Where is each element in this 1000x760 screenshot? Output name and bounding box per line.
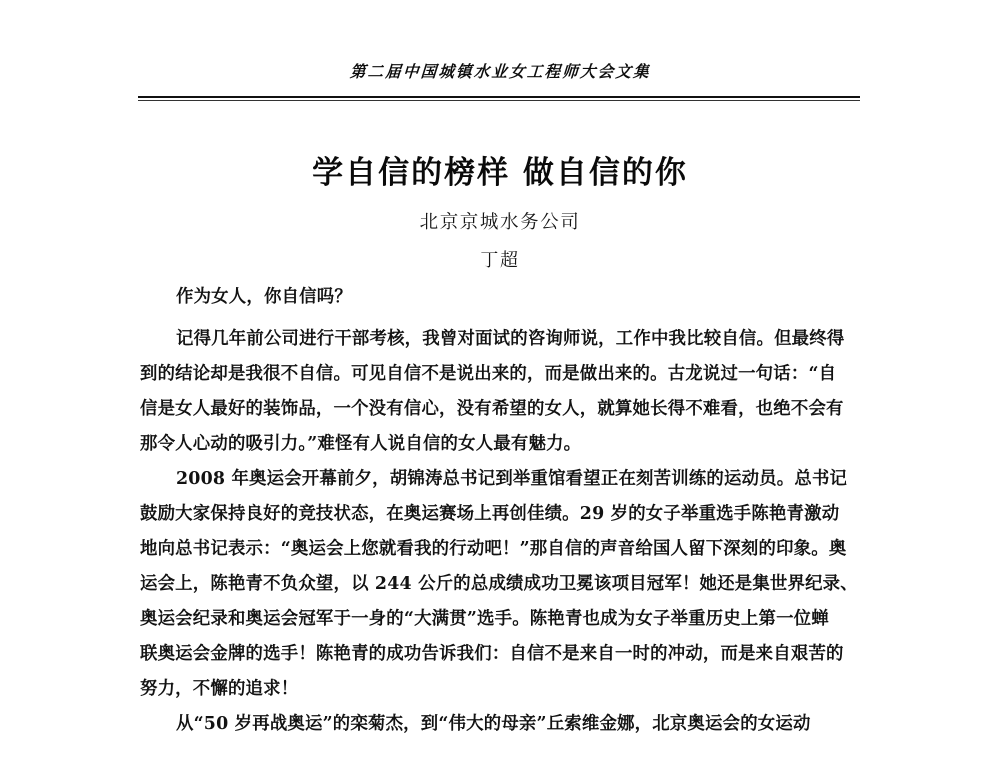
text-line: 到的结论却是我很不自信。可见自信不是说出来的，而是做出来的。古龙说过一句话：“自 xyxy=(140,364,837,384)
paragraph-self-confidence xyxy=(140,322,862,462)
paragraph-olympics-2008 xyxy=(140,462,862,707)
body-text xyxy=(140,280,862,742)
text-line: 联奥运会金牌的选手！陈艳青的成功告诉我们：自信不是来自一时的冲动，而是来自艰苦的 xyxy=(140,644,844,664)
text-line: 努力，不懈的追求！ xyxy=(140,679,299,699)
text-line: 从“50 岁再战奥运”的栾菊杰，到“伟大的母亲”丘索维金娜，北京奥运会的女运动 xyxy=(176,714,811,734)
paragraph-female-athletes xyxy=(140,707,862,742)
text-line: 记得几年前公司进行干部考核，我曾对面试的咨询师说，工作中我比较自信。但最终得 xyxy=(176,329,845,349)
running-header xyxy=(140,60,860,82)
text-line: 地向总书记表示：“奥运会上您就看我的行动吧！”那自信的声音给国人留下深刻的印象。奥 xyxy=(140,539,847,559)
text-line: 运会上，陈艳青不负众望，以 244 公斤的总成绩成功卫冕该项目冠军！她还是集世界纪录、 xyxy=(140,574,858,594)
running-header-text: 第二届中国城镇水业女工程师大会文集 xyxy=(348,61,652,82)
text-line: 奥运会纪录和奥运会冠军于一身的“大满贯”选手。陈艳青也成为女子举重历史上第一位蝉 xyxy=(140,609,829,629)
author-name: 丁超 xyxy=(480,250,520,271)
header-rule-thick xyxy=(138,96,860,98)
author-affiliation: 北京京城水务公司 xyxy=(419,212,581,233)
paragraph-opening-question xyxy=(140,280,862,315)
text-line: 作为女人，你自信吗？ xyxy=(176,287,352,307)
header-rule-thin xyxy=(138,100,860,101)
text-line: 2008 年奥运会开幕前夕，胡锦涛总书记到举重馆看望正在刻苦训练的运动员。总书记 xyxy=(176,469,848,489)
page-title: 学自信的榜样 做自信的你 xyxy=(312,155,688,191)
text-line: 那令人心动的吸引力。”难怪有人说自信的女人最有魅力。 xyxy=(140,434,582,454)
text-line: 信是女人最好的装饰品，一个没有信心，没有希望的女人，就算她长得不难看，也绝不会有 xyxy=(140,399,844,419)
text-line: 鼓励大家保持良好的竞技状态，在奥运赛场上再创佳绩。29 岁的女子举重选手陈艳青激动 xyxy=(140,504,840,524)
